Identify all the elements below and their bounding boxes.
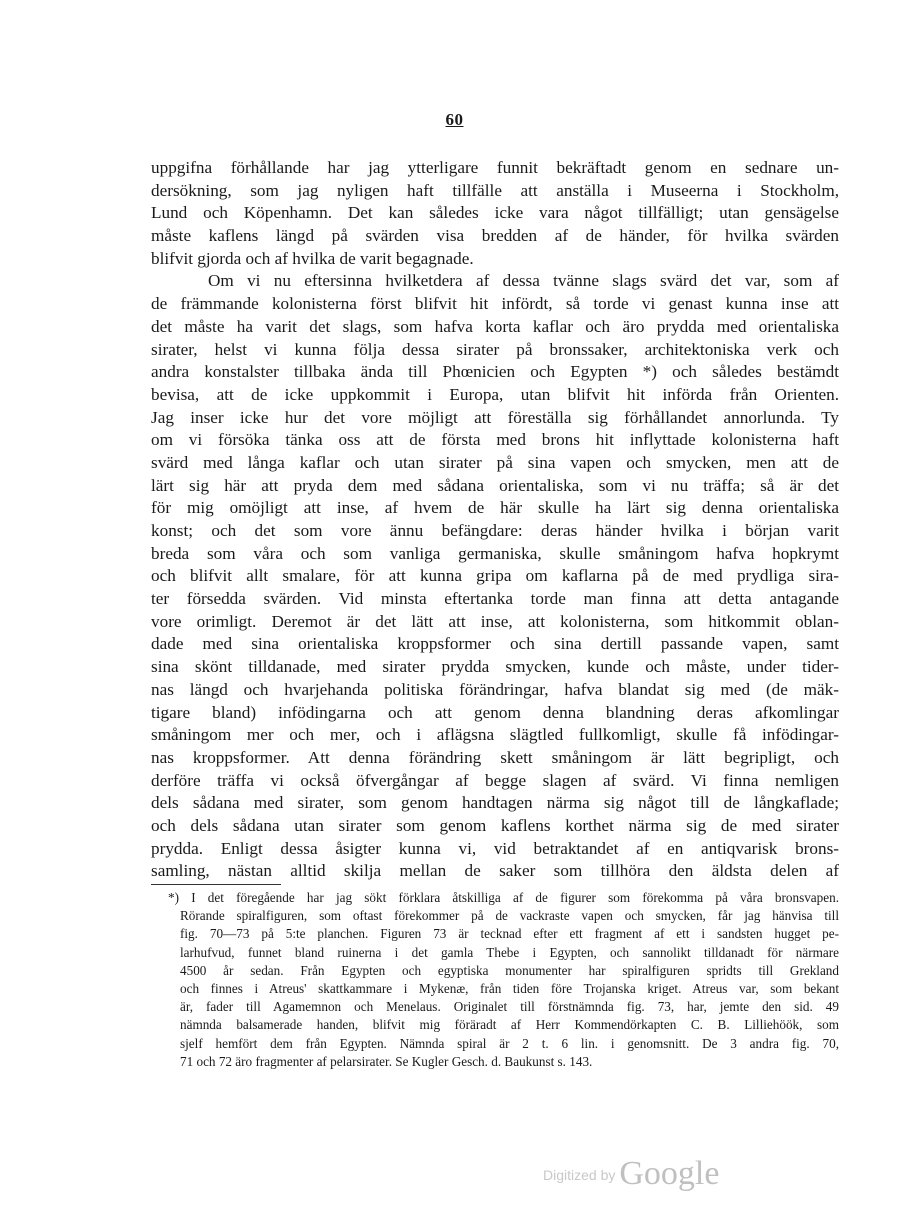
text-line: om vi försöka tänka oss att de första med brons hit inflyttade kolonisterna haft — [151, 430, 839, 450]
text-line: andra konstalster tillbaka ända till Phœnicien och Egypten *) och således bestämdt — [151, 362, 839, 382]
footnote-line: 71 och 72 äro fragmenter af pelarsirater. Se Kugler Gesch. d. Baukunst s. 143. — [180, 1053, 593, 1069]
text-line: Lund och Köpenhamn. Det kan således icke vara något tillfälligt; utan gensägelse — [151, 203, 839, 223]
page-number: 60 — [445, 110, 464, 129]
text-line: nas kroppsformer. Att denna förändring skett småningom är lätt begripligt, och — [151, 747, 839, 767]
text-line: för mig omöjligt att inse, af hvem de här skulle ha lärt sig denna orientaliska — [151, 498, 839, 518]
text-line: svärd med långa kaflar och utan sirater på sina vapen och smycken, men att de — [151, 452, 839, 472]
watermark-prefix: Digitized by — [543, 1167, 616, 1183]
google-logo: Google — [619, 1155, 720, 1192]
footnote-divider — [151, 884, 281, 885]
text-line: sirater, helst vi kunna följa dessa sirater på bronssaker, architektoniska verk och — [151, 339, 839, 359]
digitized-watermark — [543, 1155, 719, 1193]
footnote-line: larhufvud, funnet bland ruinerna i det gamla Thebe i Egypten, och sannolikt tilldanadt för närmare — [180, 944, 839, 960]
footnote-line: 4500 år sedan. Från Egypten och egyptiska monumenter har spiralfiguren spridts till Grekland — [180, 962, 839, 978]
text-line: derföre träffa vi också öfvergångar af begge slagen af svärd. Vi finna nemligen — [151, 770, 839, 790]
text-line: ter försedda svärden. Vid minsta eftertanka torde man finna att detta antagande — [151, 589, 839, 609]
footnote-line: och finnes i Atreus' skattkammare i Mykenæ, från tiden före Trojanska kriget. Atreus var, som bekant — [180, 980, 839, 996]
text-line: samling, nästan alltid skilja mellan de saker som tillhöra den äldsta delen af — [151, 861, 839, 881]
text-line: sina skönt tilldanade, med sirater prydda smycken, kunde och måste, under tider- — [151, 657, 839, 677]
footnote-line: nämnda balsamerade handen, blifvit mig föräradt af Herr Kommendörkapten C. B. Lilliehöök, som — [180, 1017, 839, 1033]
text-line: tigare bland) infödingarna och att genom denna blandning deras afkomlingar — [151, 702, 839, 722]
text-line: dels sådana med sirater, som genom handtagen närma sig något till de långkaflade; — [151, 793, 839, 813]
paragraph-start-line: Om vi nu eftersinna hvilketdera af dessa tvänne slags svärd det var, som af — [208, 271, 839, 291]
text-line: och dels sådana utan sirater som genom kaflens korthet närma sig de med sirater — [151, 815, 839, 835]
text-line: lärt sig här att pryda dem med sådana orientaliska, som vi nu träffa; så är det — [151, 475, 839, 495]
footnote-line: är, fader till Agamemnon och Menelaus. Originalet till förstnämnda fig. 73, har, jemte den sid. 49 — [180, 999, 839, 1015]
text-line: det måste ha varit det slags, som hafva korta kaflar och äro prydda med orientaliska — [151, 316, 839, 336]
text-line: bevisa, att de icke uppkommit i Europa, utan blifvit hit införda från Orienten. — [151, 384, 839, 404]
text-line: Jag inser icke hur det vore möjligt att föreställa sig förhållandet annorlunda. Ty — [151, 407, 839, 427]
text-line: småningom mer och mer, och i aflägsna slägtled fullkomligt, skulle få infödingar- — [151, 725, 839, 745]
text-line: uppgifna förhållande har jag ytterligare funnit bekräftadt genom en sednare un- — [151, 158, 839, 177]
main-text — [151, 157, 839, 883]
footnote — [168, 889, 839, 1071]
text-line: konst; och det som vore ännu befängdare: deras händer hvilka i början varit — [151, 521, 839, 540]
text-line: och blifvit allt smalare, för att kunna gripa om kaflarna på de med prydliga sira- — [151, 566, 839, 586]
text-line: de främmande kolonisterna först blifvit hit infördt, så torde vi genast kunna inse att — [151, 294, 839, 314]
text-line: nas längd och hvarjehanda politiska förändringar, hafva blandat sig med (de mäk- — [151, 679, 839, 699]
text-line: måste kaflens längd på svärden visa bredden af de händer, för hvilka svärden — [151, 226, 839, 246]
text-line: breda som våra och som vanliga germaniska, skulle småningom hafva hopkrymt — [151, 543, 839, 563]
footnote-line: fig. 70—73 på 5:te planchen. Figuren 73 är tecknad efter ett fragment af ett i sandsten hugget pe- — [180, 926, 839, 942]
text-line: vore orimligt. Deremot är det lätt att inse, att kolonisterna, som hitkommit oblan- — [151, 611, 839, 631]
text-line: dersökning, som jag nyligen haft tillfälle att anställa i Museerna i Stockholm, — [151, 180, 839, 200]
footnote-line: Rörande spiralfiguren, som oftast förekommer på de vackraste vapen och smycken, får jag hänvisa till — [180, 908, 839, 924]
text-line: dade med sina orientaliska kroppsformer och sina dertill passande vapen, samt — [151, 634, 839, 654]
footnote-line: sjelf hemfört dem från Egypten. Nämnda spiral är 2 t. 6 lin. i genomsnitt. De 3 andra fig. 70, — [180, 1035, 839, 1051]
footnote-line: *) I det föregående har jag sökt förklara åtskilliga af de figurer som förekomma på våra bronsvapen. — [168, 890, 839, 905]
text-line: blifvit gjorda och af hvilka de varit begagnade. — [151, 248, 474, 268]
text-line: prydda. Enligt dessa åsigter kunna vi, vid betraktandet af en antiqvarisk brons- — [151, 838, 839, 858]
